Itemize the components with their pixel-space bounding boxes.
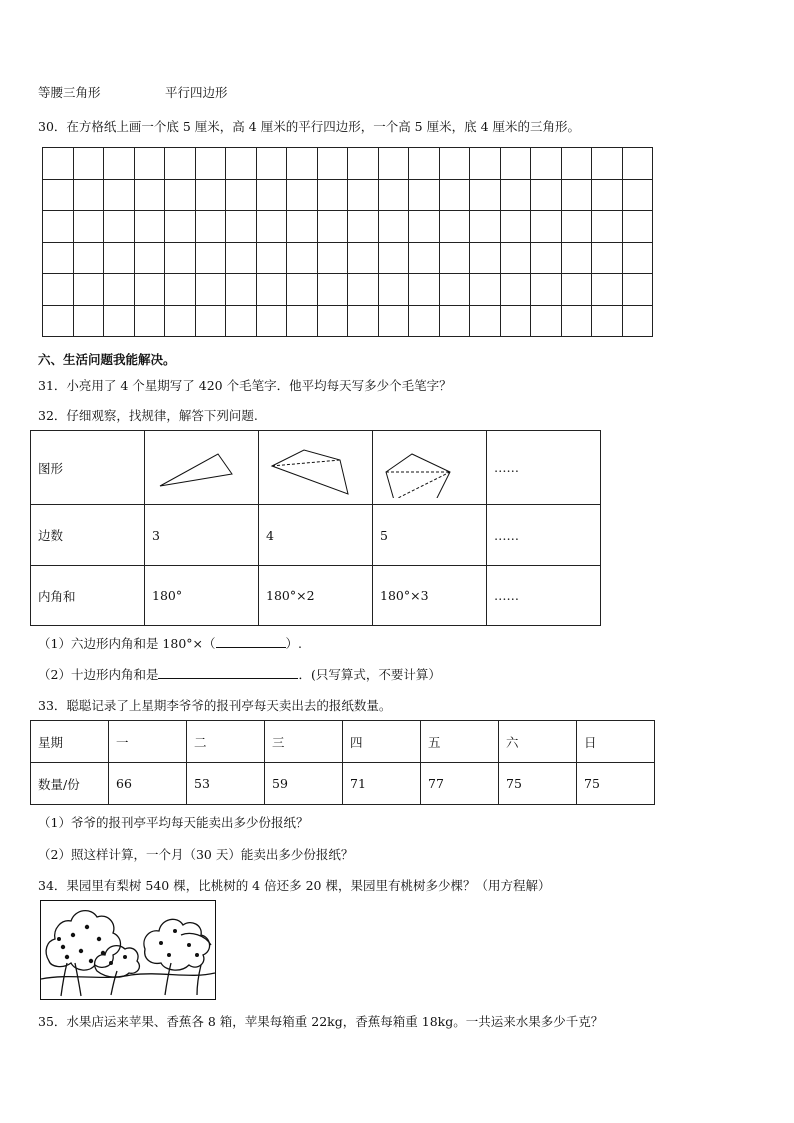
grid-paper [42,147,653,337]
grid-cell[interactable] [470,305,501,337]
grid-cell[interactable] [287,148,318,180]
grid-cell[interactable] [43,242,74,274]
grid-cell[interactable] [439,242,470,274]
grid-cell[interactable] [195,274,226,306]
grid-cell[interactable] [561,274,592,306]
header-cell: 二 [187,721,265,763]
grid-cell[interactable] [409,305,440,337]
value-cell: 77 [421,763,499,805]
question-30: 30．在方格纸上画一个底 5 厘米，高 4 厘米的平行四边形，一个高 5 厘米，底 4 厘米的三角形。 [38,119,581,134]
value-cell: 53 [187,763,265,805]
grid-cell[interactable] [409,274,440,306]
grid-cell[interactable] [439,211,470,243]
grid-cell[interactable] [531,148,562,180]
question-32-sub-1: （1）六边形内角和是 180°×（ ）. [38,636,302,651]
header-cell: 五 [421,721,499,763]
grid-cell[interactable] [500,179,531,211]
grid-cell[interactable] [378,274,409,306]
grid-cell[interactable] [165,274,196,306]
grid-cell[interactable] [561,211,592,243]
grid-cell[interactable] [195,179,226,211]
grid-cell[interactable] [348,179,379,211]
grid-row [43,242,653,274]
header-cell: 三 [265,721,343,763]
grid-cell[interactable] [104,242,135,274]
grid-cell[interactable] [195,305,226,337]
grid-cell[interactable] [134,242,165,274]
grid-cell[interactable] [317,274,348,306]
grid-row [43,274,653,306]
grid-cell[interactable] [622,274,653,306]
grid-cell[interactable] [43,211,74,243]
grid-cell[interactable] [378,211,409,243]
grid-cell[interactable] [287,305,318,337]
grid-cell[interactable] [104,274,135,306]
grid-cell[interactable] [470,148,501,180]
grid-cell[interactable] [73,179,104,211]
grid-cell[interactable] [531,211,562,243]
row-label-sides: 边数 [31,505,145,566]
grid-cell[interactable] [622,305,653,337]
grid-cell[interactable] [439,305,470,337]
grid-cell[interactable] [500,242,531,274]
polygon-pattern-table [30,430,601,626]
grid-cell[interactable] [104,305,135,337]
grid-cell[interactable] [531,305,562,337]
orchard-illustration [40,900,216,1000]
grid-cell[interactable] [470,179,501,211]
grid-cell[interactable] [43,179,74,211]
grid-cell[interactable] [195,242,226,274]
grid-cell[interactable] [165,242,196,274]
grid-cell[interactable] [226,179,257,211]
grid-cell[interactable] [592,211,623,243]
angle-sum-cell: 180°×3 [373,566,487,626]
grid-cell[interactable] [561,242,592,274]
grid-cell[interactable] [622,148,653,180]
grid-cell[interactable] [43,305,74,337]
row-label-shape: 图形 [31,431,145,505]
header-cell: 四 [343,721,421,763]
grid-cell[interactable] [256,274,287,306]
grid-cell[interactable] [409,179,440,211]
angle-sum-cell: …… [487,566,601,626]
grid-cell[interactable] [409,148,440,180]
angle-sum-cell: 180°×2 [259,566,373,626]
grid-cell[interactable] [622,242,653,274]
quantity-row [31,763,655,805]
grid-cell[interactable] [500,148,531,180]
grid-cell[interactable] [500,274,531,306]
grid-cell[interactable] [348,242,379,274]
question-32-sub-2: （2）十边形内角和是 ．(只写算式，不要计算） [38,667,441,682]
sides-cell: 3 [145,505,259,566]
grid-cell[interactable] [500,305,531,337]
grid-cell[interactable] [439,274,470,306]
grid-cell[interactable] [500,211,531,243]
question-33: 33．聪聪记录了上星期李爷爷的报刊亭每天卖出去的报纸数量。 [38,698,392,713]
weekday-row [31,721,655,763]
grid-cell[interactable] [226,211,257,243]
grid-cell[interactable] [439,148,470,180]
grid-cell[interactable] [226,305,257,337]
isosceles-triangle-label: 等腰三角形 [38,85,101,100]
sides-row [31,505,601,566]
grid-cell[interactable] [256,179,287,211]
grid-cell[interactable] [592,274,623,306]
grid-cell[interactable] [378,242,409,274]
value-cell: 59 [265,763,343,805]
grid-cell[interactable] [531,242,562,274]
grid-cell[interactable] [348,211,379,243]
sides-cell: …… [487,505,601,566]
grid-cell[interactable] [134,148,165,180]
grid-cell[interactable] [73,305,104,337]
grid-cell[interactable] [226,274,257,306]
sides-cell: 5 [373,505,487,566]
question-33-sub-1: （1）爷爷的报刊亭平均每天能卖出多少份报纸？ [38,815,309,830]
grid-cell[interactable] [43,148,74,180]
value-cell: 75 [499,763,577,805]
section-6-title: 六、生活问题我能解决。 [38,352,176,367]
grid-cell[interactable] [256,242,287,274]
grid-cell[interactable] [256,305,287,337]
grid-cell[interactable] [104,148,135,180]
parallelogram-label: 平行四边形 [165,85,228,100]
grid-cell[interactable] [195,148,226,180]
grid-cell[interactable] [348,305,379,337]
answer-blank-1[interactable] [216,635,286,648]
angle-sum-row [31,566,601,626]
row-label-angle-sum: 内角和 [31,566,145,626]
angle-sum-cell: 180° [145,566,259,626]
grid-cell[interactable] [531,274,562,306]
grid-cell[interactable] [104,211,135,243]
grid-cell[interactable] [378,179,409,211]
header-cell: 一 [109,721,187,763]
grid-cell[interactable] [622,179,653,211]
newspaper-sales-table [30,720,655,805]
grid-cell[interactable] [134,274,165,306]
header-cell: 星期 [31,721,109,763]
sides-cell: 4 [259,505,373,566]
value-cell: 75 [577,763,655,805]
grid-cell[interactable] [287,242,318,274]
grid-cell[interactable] [622,211,653,243]
grid-cell[interactable] [134,179,165,211]
quadrilateral-figure [259,431,373,505]
value-cell: 71 [343,763,421,805]
grid-cell[interactable] [256,148,287,180]
grid-cell[interactable] [73,274,104,306]
grid-cell[interactable] [165,179,196,211]
grid-row [43,179,653,211]
grid-cell[interactable] [165,211,196,243]
header-cell: 六 [499,721,577,763]
grid-cell[interactable] [592,305,623,337]
grid-cell[interactable] [73,148,104,180]
grid-cell[interactable] [195,211,226,243]
grid-cell[interactable] [104,179,135,211]
grid-cell[interactable] [470,274,501,306]
grid-cell[interactable] [73,211,104,243]
grid-cell[interactable] [317,211,348,243]
question-34: 34．果园里有梨树 540 棵，比桃树的 4 倍还多 20 棵，果园里有桃树多少棵？（用方程解） [38,878,551,893]
question-32: 32．仔细观察，找规律，解答下列问题. [38,408,258,423]
grid-cell[interactable] [470,242,501,274]
grid-cell[interactable] [561,179,592,211]
answer-blank-2[interactable] [158,666,298,679]
value-cell: 数量/份 [31,763,109,805]
grid-cell[interactable] [561,148,592,180]
grid-cell[interactable] [226,148,257,180]
grid-row [43,148,653,180]
shape-row [31,431,601,505]
value-cell: 66 [109,763,187,805]
grid-cell[interactable] [439,179,470,211]
grid-cell[interactable] [348,274,379,306]
grid-cell[interactable] [134,305,165,337]
grid-cell[interactable] [287,211,318,243]
grid-cell[interactable] [287,179,318,211]
grid-cell[interactable] [165,148,196,180]
grid-cell[interactable] [531,179,562,211]
triangle-figure [145,431,259,505]
grid-row [43,305,653,337]
grid-cell[interactable] [348,148,379,180]
orchard-trees-icon [41,901,215,999]
pentagon-figure [373,431,487,505]
grid-cell[interactable] [287,274,318,306]
grid-cell[interactable] [592,242,623,274]
grid-cell[interactable] [470,211,501,243]
question-31: 31．小亮用了 4 个星期写了 420 个毛笔字．他平均每天写多少个毛笔字？ [38,378,452,393]
grid-cell[interactable] [226,242,257,274]
grid-cell[interactable] [592,179,623,211]
grid-cell[interactable] [409,242,440,274]
grid-cell[interactable] [317,305,348,337]
grid-cell[interactable] [317,179,348,211]
grid-cell[interactable] [317,242,348,274]
grid-cell[interactable] [134,211,165,243]
grid-cell[interactable] [592,148,623,180]
grid-cell[interactable] [378,305,409,337]
grid-cell[interactable] [561,305,592,337]
grid-cell[interactable] [165,305,196,337]
grid-cell[interactable] [317,148,348,180]
question-33-sub-2: （2）照这样计算，一个月（30 天）能卖出多少份报纸？ [38,847,354,862]
grid-row [43,211,653,243]
grid-cell[interactable] [73,242,104,274]
grid-cell[interactable] [43,274,74,306]
question-35: 35．水果店运来苹果、香蕉各 8 箱，苹果每箱重 22kg，香蕉每箱重 18kg。一共运来水果多少千克？ [38,1014,604,1029]
grid-cell[interactable] [409,211,440,243]
header-cell: 日 [577,721,655,763]
shape-ellipsis: …… [487,431,601,505]
grid-cell[interactable] [256,211,287,243]
grid-cell[interactable] [378,148,409,180]
